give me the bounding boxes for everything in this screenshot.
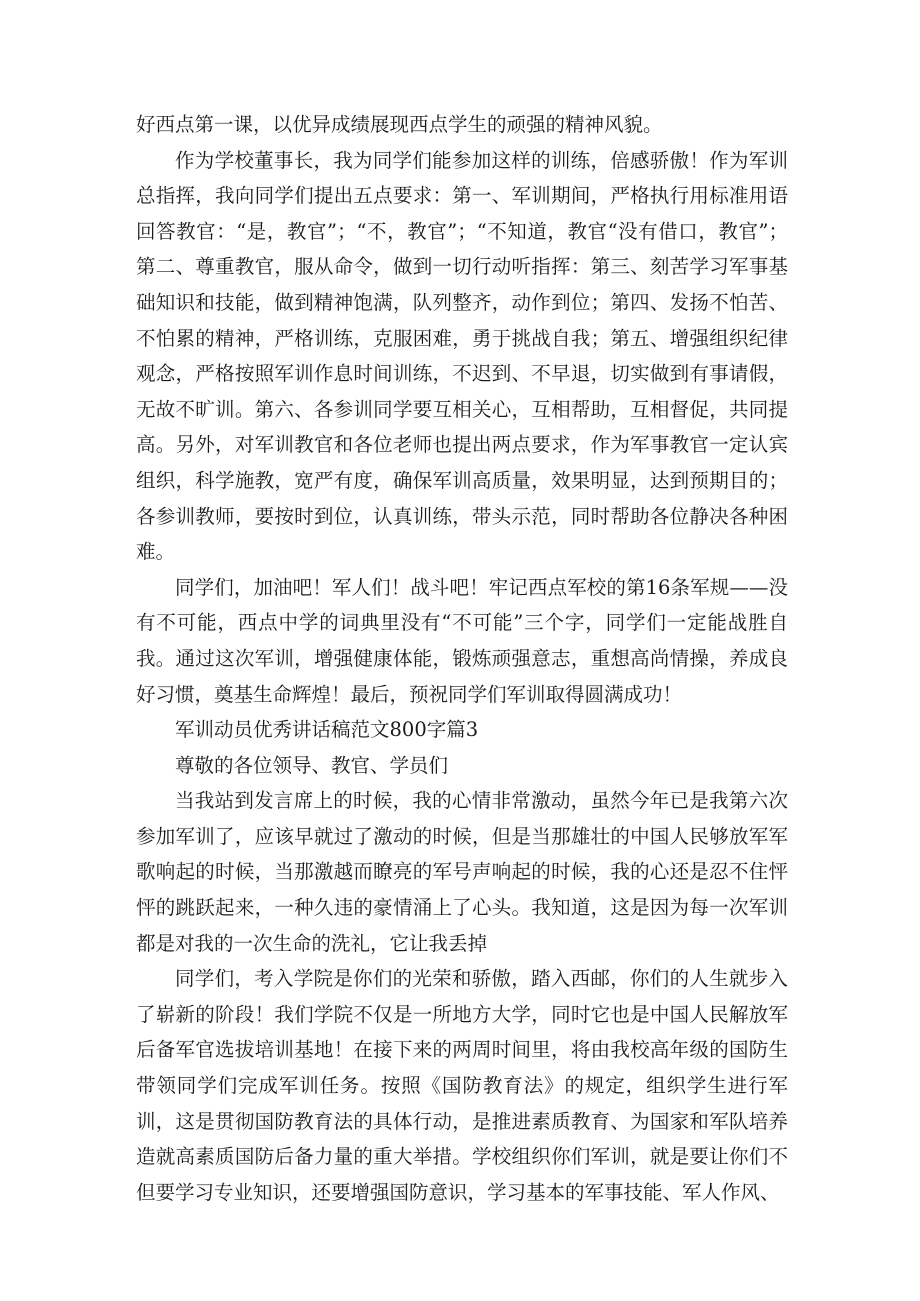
- paragraph-encouragement: 同学们，加油吧！军人们！战斗吧！牢记西点军校的第16条军规——没有不可能，西点中学的词典里没有“不可能”三个字，同学们一定能战胜自我。通过这次军训，增强健康体能，锻炼顽强意志，重想高尚情操，养成良好习惯，奠基生命辉煌！最后，预祝同学们军训取得圆满成功！: [136, 575, 788, 706]
- paragraph-speech-opening: 当我站到发言席上的时候，我的心情非常激动，虽然今年已是我第六次参加军训了，应该早就过了激动的时候，但是当那雄壮的中国人民够放军军歌响起的时候，当那激越而瞭亮的军号声响起的时候，我的心还是忍不住怦怦的跳跃起来，一种久违的豪情涌上了心头。我知道，这是因为每一次军训都是对我的一次生命的洗礼，它让我丢掉: [136, 789, 788, 955]
- paragraph-chairman-requirements: 作为学校董事长，我为同学们能参加这样的训练，倍感骄傲！作为军训总指挥，我向同学们提出五点要求：第一、军训期间，严格执行用标准用语回答教官：“是，教官”；“不，教官”；“不知道，教官“没有借口，教官”；第二、尊重教官，服从命令，做到一切行动听指挥：第三、刻苦学习军事基础知识和技能，做到精神饱满，队列整齐，动作到位；第四、发扬不怕苦、不怕累的精神，严格训练，克服困难，勇于挑战自我；第五、增强组织纪律观念，严格按照军训作息时间训练，不迟到、不早退，切实做到有事请假，无故不旷训。第六、各参训同学要互相关心，互相帮助，互相督促，共同提高。另外，对军训教官和各位老师也提出两点要求，作为军事教官一定认宾组织，科学施教，宽严有度，确保军训高质量，效果明显，达到预期目的；各参训教师，要按时到位，认真训练，带头示范，同时帮助各位静决各种困难。: [136, 148, 788, 564]
- paragraph-college-training: 同学们，考入学院是你们的光荣和骄傲，踏入西邮，你们的人生就步入了崭新的阶段！我们学院不仅是一所地方大学，同时它也是中国人民解放军后备军官选拔培训基地！在接下来的两周时间里，将由我校高年级的国防生带领同学们完成军训任务。按照《国防教育法》的规定，组织学生进行军训，这是贯彻国防教育法的具体行动，是推进素质教育、为国家和军队培养造就高素质国防后备力量的重大举措。学校组织你们军训，就是要让你们不但要学习专业知识，还要增强国防意识，学习基本的军事技能、军人作风、: [136, 967, 788, 1204]
- salutation: 尊敬的各位领导、教官、学员们: [175, 753, 449, 777]
- section-heading: 军训动员优秀讲话稿范文800字篇3: [175, 718, 479, 742]
- document-body: [136, 107, 788, 1210]
- paragraph-continuation: 好西点第一课，以优异成绩展现西点学生的顽强的精神风貌。: [136, 113, 663, 136]
